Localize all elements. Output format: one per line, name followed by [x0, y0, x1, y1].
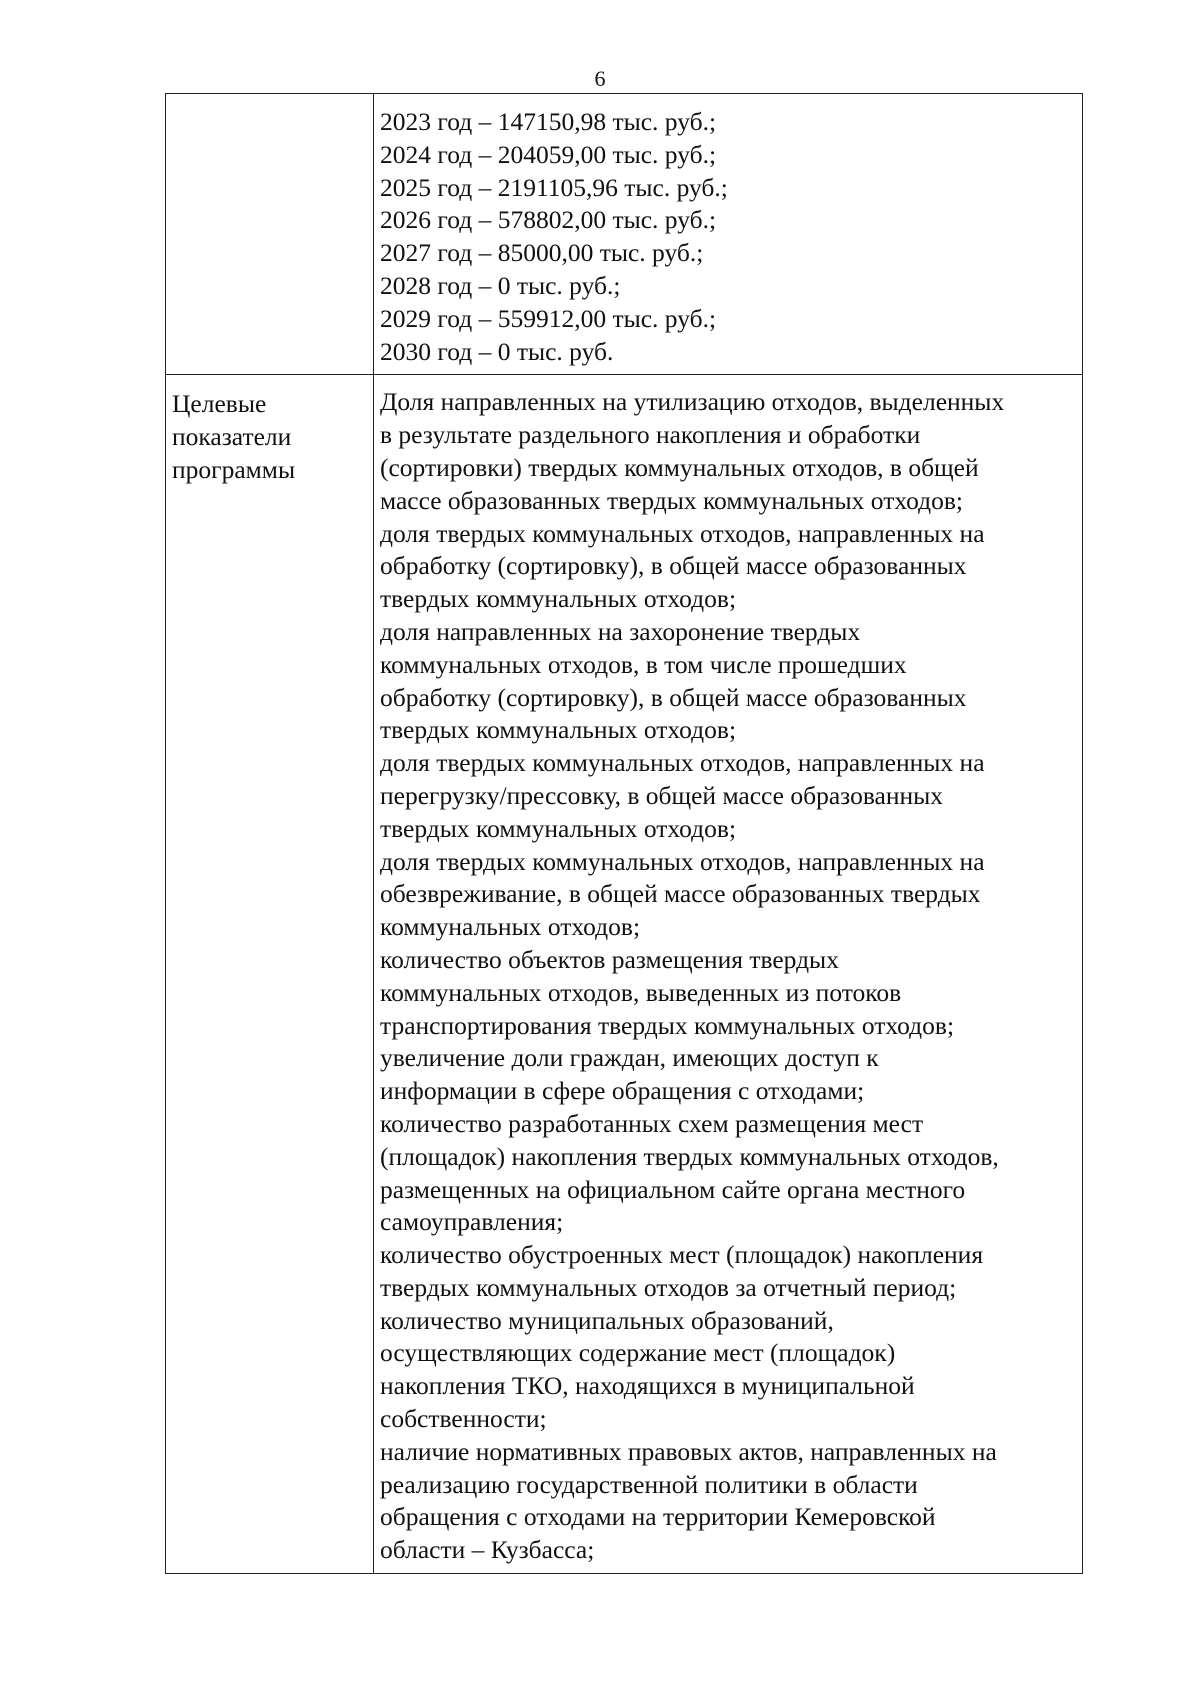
- program-passport-table: [165, 93, 1083, 1574]
- indicator-line: увеличение доли граждан, имеющих доступ к: [380, 1043, 879, 1073]
- label-line: программы: [172, 454, 296, 484]
- funding-label: [166, 94, 373, 107]
- indicator-line: самоуправления;: [380, 1207, 564, 1237]
- indicator-line: области – Кузбасса;: [380, 1535, 595, 1565]
- table-row-target-indicators: [166, 375, 1083, 1574]
- indicator-line: накопления ТКО, находящихся в муниципальной: [380, 1371, 915, 1401]
- indicator-line: количество муниципальных образований,: [380, 1305, 834, 1335]
- funding-year-line: 2025 год – 2191105,96 тыс. руб.;: [380, 172, 728, 202]
- indicator-line: обращения с отходами на территории Кемеровской: [380, 1502, 936, 1532]
- indicator-line: собственности;: [380, 1404, 547, 1434]
- indicator-line: твердых коммунальных отходов;: [380, 715, 737, 745]
- indicator-line: обезвреживание, в общей массе образованных твердых: [380, 879, 981, 909]
- indicator-line: обработку (сортировку), в общей массе образованных: [380, 551, 967, 581]
- indicator-line: твердых коммунальных отходов за отчетный период;: [380, 1272, 957, 1302]
- indicator-line: Доля направленных на утилизацию отходов, выделенных: [380, 387, 1005, 417]
- funding-year-line: 2026 год – 578802,00 тыс. руб.;: [380, 205, 717, 235]
- indicator-line: транспортирования твердых коммунальных отходов;: [380, 1010, 955, 1040]
- label-line: показатели: [172, 422, 292, 452]
- page-number: 6: [594, 66, 606, 91]
- label-line: Целевые: [172, 389, 267, 419]
- indicator-line: перегрузку/прессовку, в общей массе образованных: [380, 780, 944, 810]
- target-indicators-value-cell: [374, 375, 1083, 1574]
- indicator-line: размещенных на официальном сайте органа местного: [380, 1174, 966, 1204]
- target-indicators-label: [166, 375, 373, 486]
- indicator-line: обработку (сортировку), в общей массе образованных: [380, 682, 967, 712]
- table-row-funding: [166, 94, 1083, 375]
- indicator-line: наличие нормативных правовых актов, направленных на: [380, 1436, 997, 1466]
- funding-by-year-list: [374, 94, 1082, 374]
- indicator-line: доля твердых коммунальных отходов, направленных на: [380, 748, 985, 778]
- indicator-line: осуществляющих содержание мест (площадок): [380, 1338, 896, 1368]
- funding-year-line: 2023 год – 147150,98 тыс. руб.;: [380, 107, 717, 136]
- indicator-line: (площадок) накопления твердых коммунальных отходов,: [380, 1141, 999, 1171]
- indicator-line: (сортировки) твердых коммунальных отходов, в общей: [380, 452, 979, 482]
- funding-year-line: 2028 год – 0 тыс. руб.;: [380, 270, 621, 300]
- indicator-line: в результате раздельного накопления и обработки: [380, 420, 921, 450]
- indicator-line: доля направленных на захоронение твердых: [380, 616, 861, 646]
- funding-label-cell: [166, 94, 374, 375]
- indicator-line: коммунальных отходов;: [380, 912, 641, 942]
- funding-value-cell: [374, 94, 1083, 375]
- indicator-line: коммунальных отходов, выведенных из потоков: [380, 977, 902, 1007]
- indicator-line: твердых коммунальных отходов;: [380, 584, 737, 614]
- funding-year-line: 2027 год – 85000,00 тыс. руб.;: [380, 238, 704, 268]
- target-indicators-list: [374, 375, 1082, 1573]
- funding-year-line: 2029 год – 559912,00 тыс. руб.;: [380, 303, 717, 333]
- indicator-line: твердых коммунальных отходов;: [380, 813, 737, 843]
- funding-year-line: 2030 год – 0 тыс. руб.: [380, 336, 614, 366]
- indicator-line: реализацию государственной политики в области: [380, 1469, 918, 1499]
- target-indicators-label-cell: [166, 375, 374, 1574]
- funding-year-line: 2024 год – 204059,00 тыс. руб.;: [380, 139, 717, 169]
- indicator-line: массе образованных твердых коммунальных отходов;: [380, 485, 963, 515]
- indicator-line: количество обустроенных мест (площадок) накопления: [380, 1240, 984, 1270]
- indicator-line: доля твердых коммунальных отходов, направленных на: [380, 846, 985, 876]
- indicator-line: количество объектов размещения твердых: [380, 944, 839, 974]
- indicator-line: доля твердых коммунальных отходов, направленных на: [380, 518, 985, 548]
- indicator-line: коммунальных отходов, в том числе прошедших: [380, 649, 907, 679]
- indicator-line: количество разработанных схем размещения мест: [380, 1108, 924, 1138]
- indicator-line: информации в сфере обращения с отходами;: [380, 1076, 865, 1106]
